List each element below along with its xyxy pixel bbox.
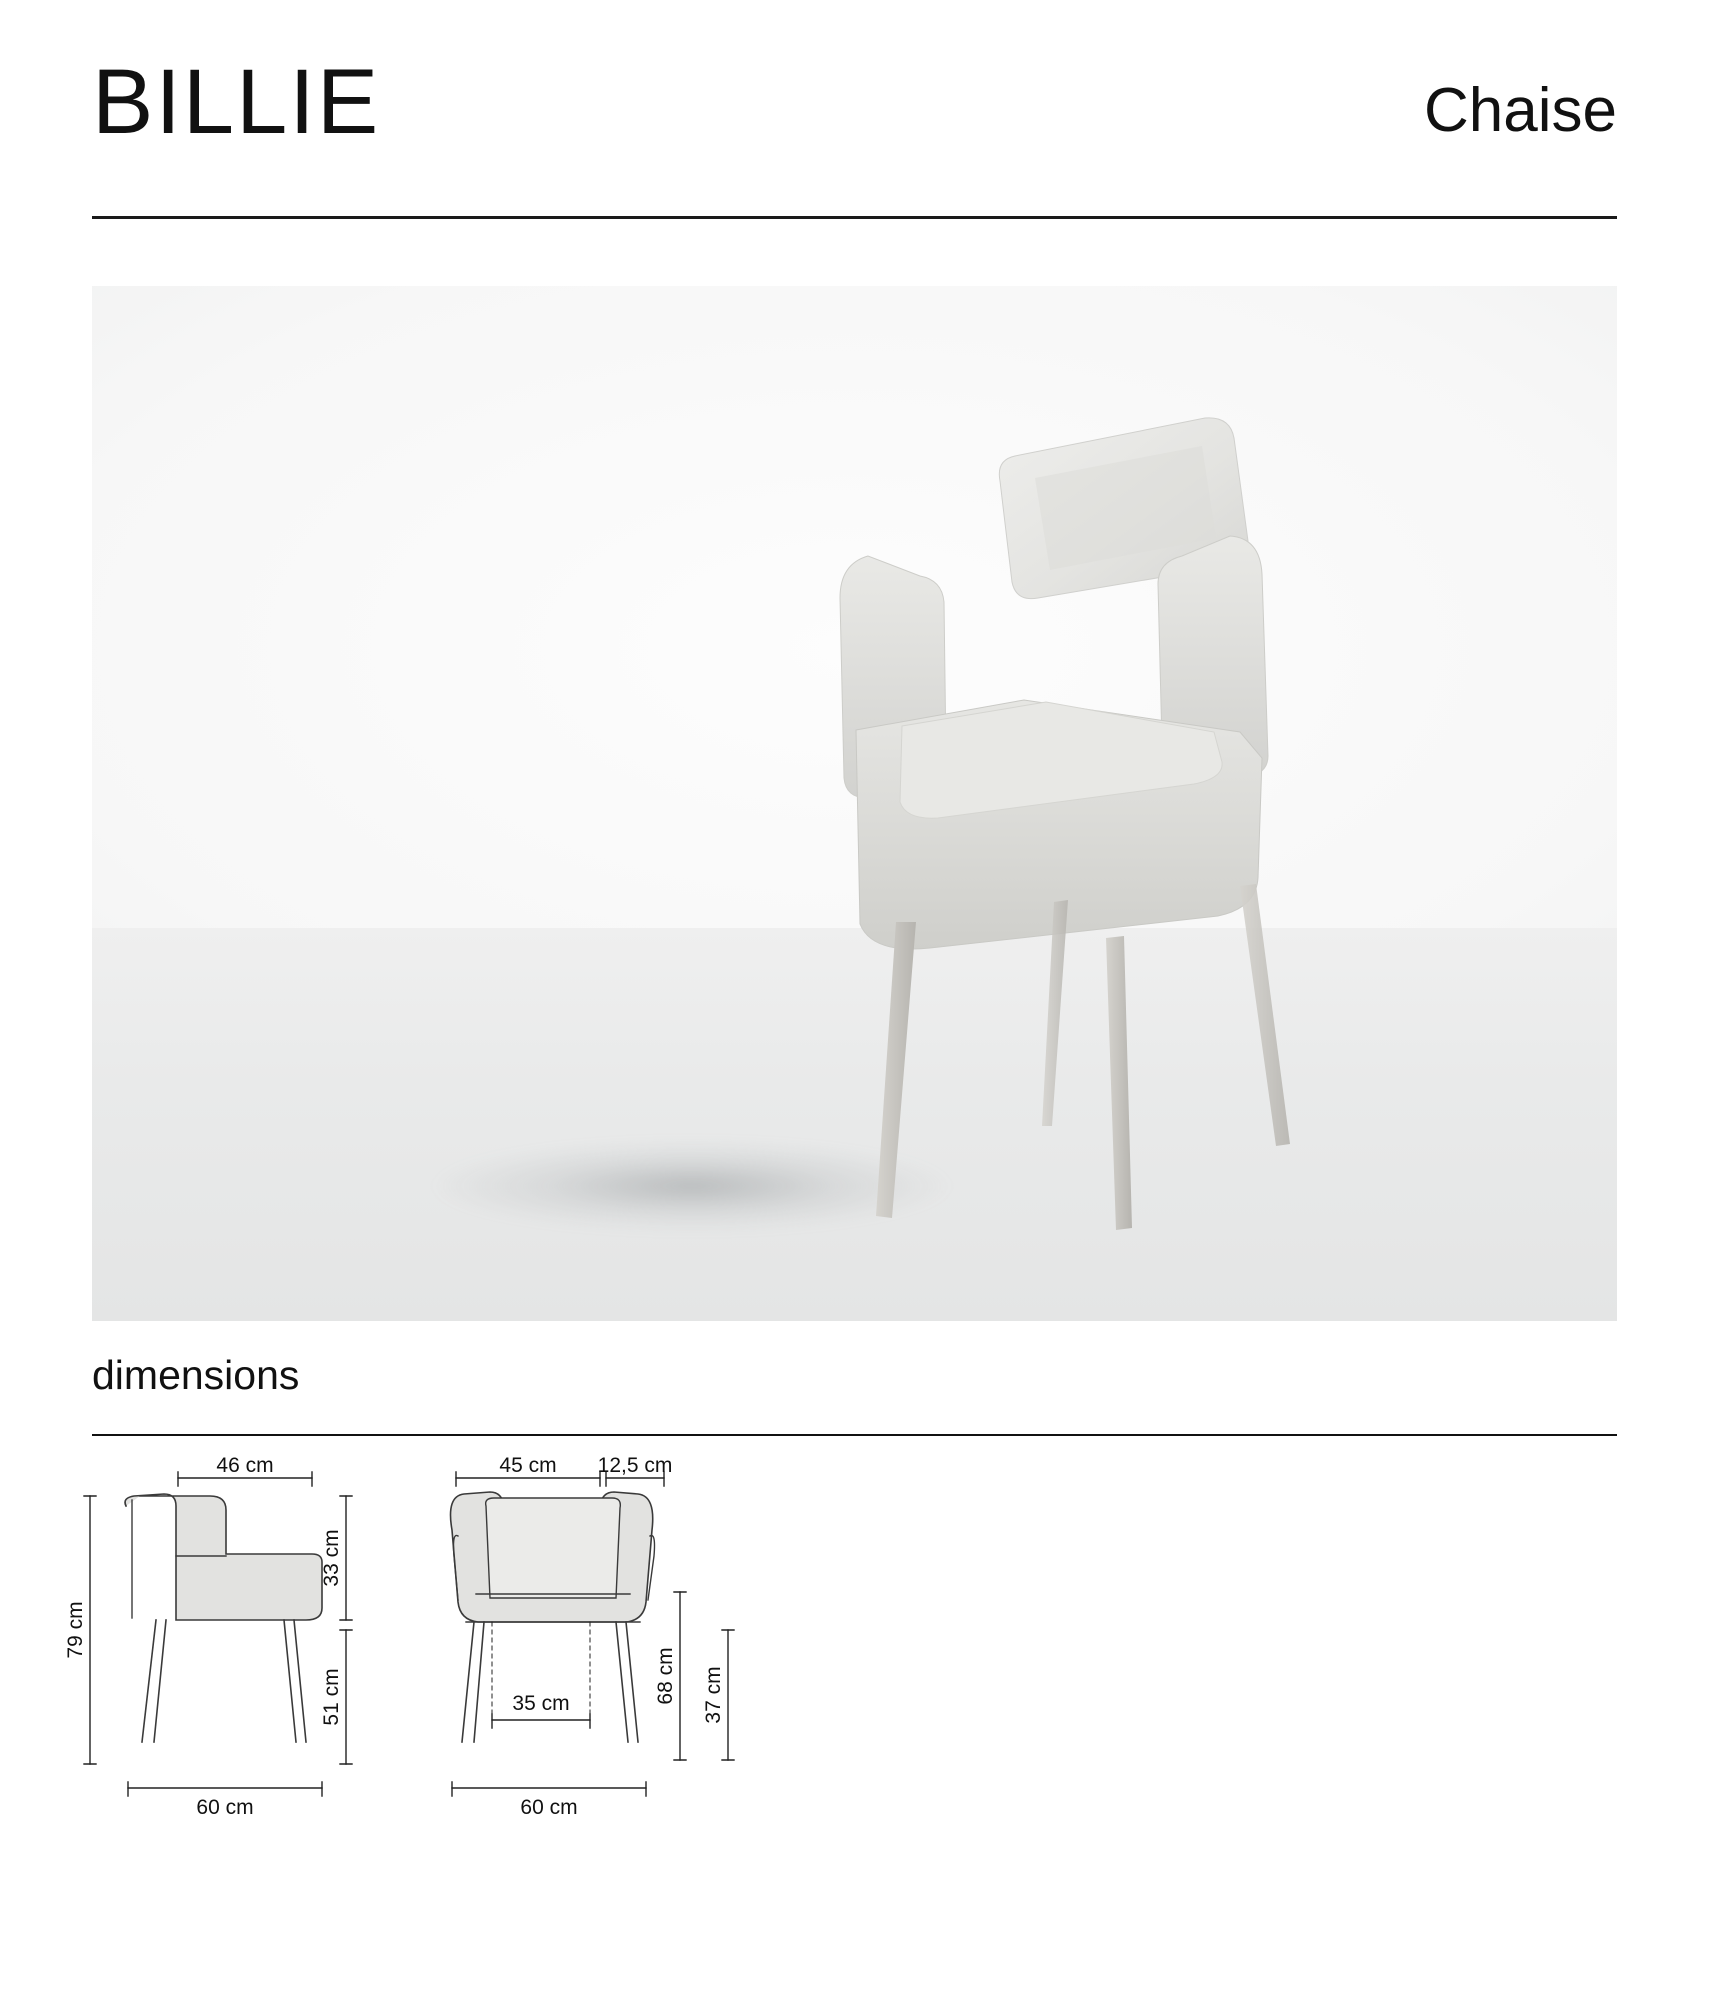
dimensions-divider <box>92 1434 1617 1436</box>
dimension-diagram <box>60 1454 940 1970</box>
label-side-seat-height: 51 cm <box>320 1668 343 1726</box>
label-front-back-height: 68 cm <box>654 1647 677 1705</box>
label-front-seat-width: 35 cm <box>512 1692 570 1715</box>
label-front-bottom-width: 60 cm <box>520 1796 578 1819</box>
label-side-total-height: 79 cm <box>64 1601 87 1659</box>
dimension-drawings <box>60 1454 940 1970</box>
product-type-label: Chaise <box>1424 76 1617 145</box>
chair-illustration <box>810 326 1430 1286</box>
label-side-backrest-height: 33 cm <box>320 1529 343 1587</box>
dim-side-depth <box>128 1782 322 1796</box>
product-photo <box>92 286 1617 1321</box>
page-header <box>92 51 1617 153</box>
label-side-width-top: 46 cm <box>216 1454 274 1477</box>
label-side-depth: 60 cm <box>196 1796 254 1819</box>
header-divider <box>92 216 1617 219</box>
label-front-arm-width: 12,5 cm <box>597 1454 673 1477</box>
dim-front-bottom-width <box>452 1782 646 1796</box>
side-view-drawing <box>125 1494 322 1742</box>
label-front-seat-height: 37 cm <box>702 1666 725 1724</box>
label-front-inner-width: 45 cm <box>499 1454 557 1477</box>
page-title: BILLIE <box>92 51 381 153</box>
dimensions-heading: dimensions <box>92 1352 300 1398</box>
